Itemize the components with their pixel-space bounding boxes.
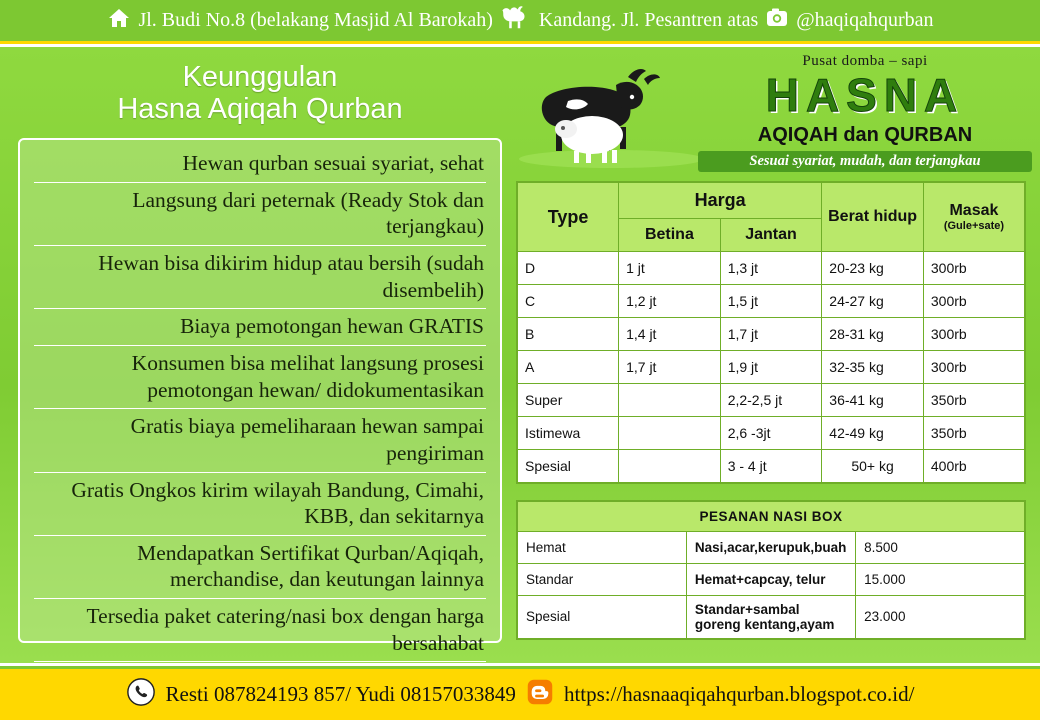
col-header-harga: Harga (619, 182, 822, 219)
col-header-betina: Betina (619, 219, 721, 252)
cell-masak: 350rb (923, 417, 1025, 450)
cell-jantan: 1,5 jt (720, 285, 822, 318)
list-item: Hewan qurban sesuai syariat, sehat (34, 146, 486, 183)
blogger-icon (526, 678, 554, 711)
cell-masak: 300rb (923, 318, 1025, 351)
top-contact-bar (0, 0, 1040, 44)
cell-masak: 300rb (923, 351, 1025, 384)
list-item: Langsung dari peternak (Ready Stok dan terjangkau) (34, 183, 486, 246)
col-header-jantan: Jantan (720, 219, 822, 252)
brand-tagline-top: Pusat domba – sapi (802, 53, 928, 69)
cell-jantan: 1,9 jt (720, 351, 822, 384)
website-link[interactable]: https://hasnaaqiqahqurban.blogspot.co.id/ (563, 682, 915, 706)
title-line-2: Hasna Aqiqah Qurban (117, 93, 403, 126)
col-header-type: Type (517, 182, 619, 252)
table-row (517, 384, 1025, 417)
list-item: Tersedia paket catering/nasi box dengan harga bersahabat (34, 599, 486, 662)
cell-package-desc: Hemat+capcay, telur (686, 563, 855, 595)
cell-masak: 300rb (923, 285, 1025, 318)
cell-type: Spesial (517, 450, 619, 483)
cell-jantan: 3 - 4 jt (720, 450, 822, 483)
cell-package-name: Spesial (517, 595, 686, 639)
brand-slogan: Sesuai syariat, mudah, dan terjangkau (698, 151, 1032, 172)
cell-berat: 28-31 kg (822, 318, 924, 351)
list-item: Biaya pemotongan hewan GRATIS (34, 309, 486, 346)
brand-text-block (698, 49, 1032, 172)
table-row (517, 595, 1025, 639)
cell-package-desc: Nasi,acar,kerupuk,buah (686, 531, 855, 563)
address-text: Jl. Budi No.8 (belakang Masjid Al Barokah) (138, 9, 493, 31)
cell-package-name: Hemat (517, 531, 686, 563)
cell-type: D (517, 252, 619, 285)
cell-masak: 350rb (923, 384, 1025, 417)
cell-betina: 1 jt (619, 252, 721, 285)
main-content (0, 47, 1040, 663)
phone-contacts: Resti 087824193 857/ Yudi 08157033849 (165, 682, 516, 706)
instagram-icon (764, 6, 790, 35)
cell-jantan: 2,6 -3jt (720, 417, 822, 450)
instagram-handle[interactable]: @haqiqahqurban (796, 9, 934, 31)
table-row (517, 318, 1025, 351)
cell-berat: 50+ kg (822, 450, 924, 483)
col-header-masak (923, 182, 1025, 252)
right-panel (516, 49, 1032, 659)
table-row (517, 285, 1025, 318)
table-row (517, 450, 1025, 483)
table-row (517, 417, 1025, 450)
cell-betina (619, 450, 721, 483)
list-item: Hewan bisa dikirim hidup atau bersih (sudah disembelih) (34, 246, 486, 309)
kandang-text: Kandang. Jl. Pesantren atas (538, 9, 759, 31)
cell-betina: 1,4 jt (619, 318, 721, 351)
benefits-list (18, 138, 502, 655)
cell-package-price: 15.000 (856, 563, 1025, 595)
home-icon (106, 6, 132, 35)
brand-logo (516, 49, 1032, 175)
animals-illustration (516, 55, 706, 169)
table-row (517, 252, 1025, 285)
cell-package-desc: Standar+sambal goreng kentang,ayam (686, 595, 855, 639)
nasi-box-title: PESANAN NASI BOX (517, 501, 1025, 532)
cell-package-price: 23.000 (856, 595, 1025, 639)
list-item: Konsumen bisa melihat langsung prosesi pemotongan hewan/ didokumentasikan (34, 346, 486, 409)
nasi-box-table (516, 500, 1026, 640)
cell-betina (619, 384, 721, 417)
whatsapp-icon (126, 677, 156, 712)
cell-type: Istimewa (517, 417, 619, 450)
col-header-masak-sub: (Gule+sate) (943, 220, 1005, 232)
cell-type: B (517, 318, 619, 351)
cell-betina (619, 417, 721, 450)
list-item: Gratis Ongkos kirim wilayah Bandung, Cimahi, KBB, dan sekitarnya (34, 473, 486, 536)
cell-berat: 20-23 kg (822, 252, 924, 285)
title-line-1: Keunggulan (182, 61, 338, 93)
cell-jantan: 1,7 jt (720, 318, 822, 351)
col-header-masak-label: Masak (949, 202, 999, 219)
cell-package-name: Standar (517, 563, 686, 595)
cell-package-price: 8.500 (856, 531, 1025, 563)
cell-betina: 1,2 jt (619, 285, 721, 318)
benefits-panel (10, 55, 510, 655)
col-header-berat: Berat hidup (822, 182, 924, 252)
brand-subtitle: AQIQAH dan QURBAN (757, 124, 973, 146)
cell-berat: 24-27 kg (822, 285, 924, 318)
cell-berat: 42-49 kg (822, 417, 924, 450)
cell-berat: 32-35 kg (822, 351, 924, 384)
table-row (517, 351, 1025, 384)
cell-masak: 300rb (923, 252, 1025, 285)
cell-type: C (517, 285, 619, 318)
cell-type: Super (517, 384, 619, 417)
table-row (517, 531, 1025, 563)
goat-icon (499, 5, 533, 36)
table-row (517, 563, 1025, 595)
brand-name: HASNA (765, 69, 965, 121)
page-title (10, 55, 510, 126)
cell-betina: 1,7 jt (619, 351, 721, 384)
bottom-contact-bar (0, 666, 1040, 720)
list-item: Gratis biaya pemeliharaan hewan sampai pengiriman (34, 409, 486, 472)
cell-jantan: 1,3 jt (720, 252, 822, 285)
list-item: Mendapatkan Sertifikat Qurban/Aqiqah, merchandise, dan keutungan lainnya (34, 536, 486, 599)
cell-masak: 400rb (923, 450, 1025, 483)
cell-type: A (517, 351, 619, 384)
price-table (516, 181, 1026, 484)
cell-berat: 36-41 kg (822, 384, 924, 417)
cell-jantan: 2,2-2,5 jt (720, 384, 822, 417)
